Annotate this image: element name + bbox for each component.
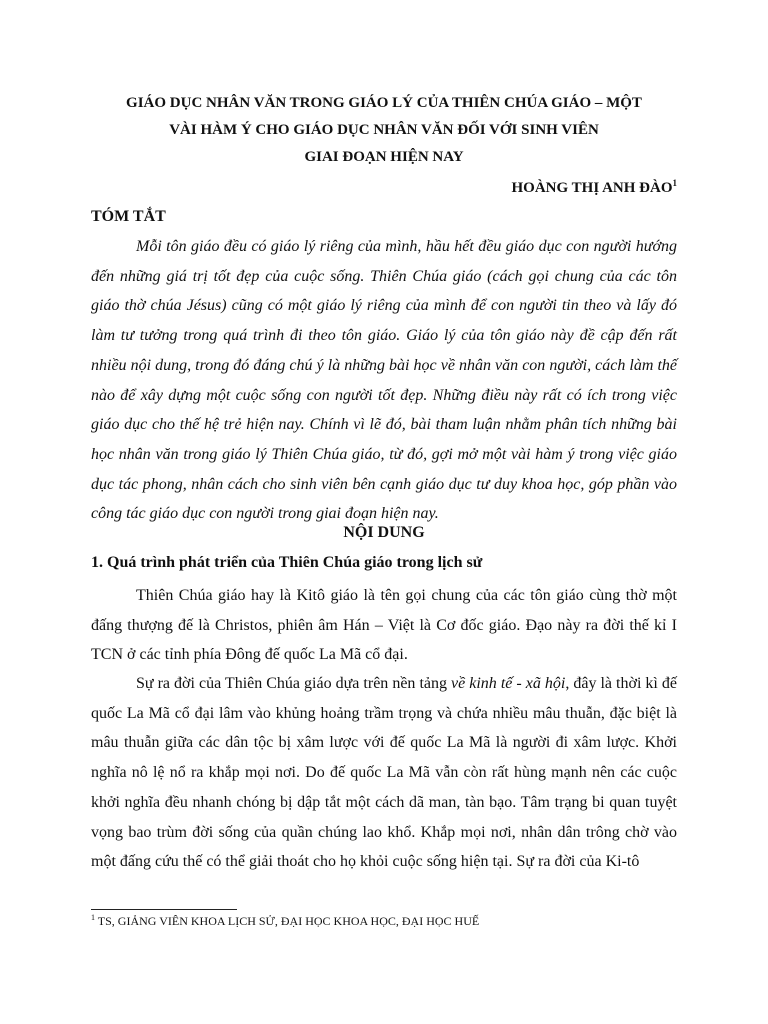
body-paragraph-1: Thiên Chúa giáo hay là Kitô giáo là tên gọi chung của các tôn giáo cùng thờ một đấng thượng đế là Christos, phiên âm Hán – Việt là Cơ đốc giáo. Đạo này ra đời thế kỉ I TCN ở các tỉnh phía Đông đế quốc La Mã cổ đại. [91,587,677,664]
paragraph-2-text-end: , đây là thời kì đế quốc La Mã cổ đại lâm vào khủng hoảng trầm trọng và chứa nhiều mâu thuẫn, đặc biệt là mâu thuẫn giữa các dân tộc bị xâm lược với đế quốc La Mã là người đi xâm lược. Khởi nghĩa nô lệ nổ ra khắp mọi nơi. Do đế quốc La Mã vẫn còn rất hùng mạnh nên các cuộc khởi nghĩa đều nhanh chóng bị dập tắt một cách dã man, tàn bạo. Tâm trạng bi quan tuyệt vọng bao trùm đời sống của quần chúng lao khổ. Khắp mọi nơi, nhân dân trông chờ vào một đấng cứu thế có thể giải thoát cho họ khỏi cuộc sống hiện tại. Sự ra đời của Ki-tô [91,675,677,871]
author-name: HOÀNG THỊ ANH ĐÀO [511,180,673,196]
footnote-text: TS, GIẢNG VIÊN KHOA LỊCH SỬ, ĐẠI HỌC KHOA HỌC, ĐẠI HỌC HUẾ [95,914,480,928]
author-footnote-mark: 1 [672,178,677,188]
title-line-1: GIÁO DỤC NHÂN VĂN TRONG GIÁO LÝ CỦA THIÊN CHÚA GIÁO – MỘT [126,95,642,111]
content-heading: NỘI DUNG [343,524,425,541]
title-line-3: GIAI ĐOẠN HIỆN NAY [304,149,464,165]
abstract-heading: TÓM TẮT [91,208,166,225]
paragraph-2-text-start: Sự ra đời của Thiên Chúa giáo dựa trên nền tảng [136,675,452,692]
footnote-mark: 1 [91,913,95,922]
footnote [91,913,479,929]
document-title [90,90,678,171]
title-line-2: VÀI HÀM Ý CHO GIÁO DỤC NHÂN VĂN ĐỐI VỚI SINH VIÊN [169,122,599,138]
footnote-separator [91,909,237,910]
body-paragraph-2 [91,669,677,877]
author-line [512,178,678,197]
section-heading: 1. Quá trình phát triển của Thiên Chúa giáo trong lịch sử [91,554,483,571]
abstract-text: Mỗi tôn giáo đều có giáo lý riêng của mình, hầu hết đều giáo dục con người hướng đến những giá trị tốt đẹp của cuộc sống. Thiên Chúa giáo (cách gọi chung của các tôn giáo thờ chúa Jésus) cũng có một giáo lý riêng của mình để con người tin theo và lấy đó làm tư tưởng trong quá trình đi theo tôn giáo. Giáo lý của tôn giáo này đề cập đến rất nhiều nội dung, trong đó đáng chú ý là những bài học về nhân văn con người, cách làm thế nào để xây dựng một cuộc sống con người tốt đẹp. Những điều này rất có ích trong việc giáo dục cho thế hệ trẻ hiện nay. Chính vì lẽ đó, bài tham luận nhằm phân tích những bài học nhân văn trong giáo lý Thiên Chúa giáo, từ đó, gợi mở một vài hàm ý trong việc giáo dục tác phong, nhân cách cho sinh viên bên cạnh giáo dục tư duy khoa học, góp phần vào công tác giáo dục con người trong giai đoạn hiện nay. [91,238,677,523]
paragraph-2-emphasis: về kinh tế - xã hội [451,675,566,692]
